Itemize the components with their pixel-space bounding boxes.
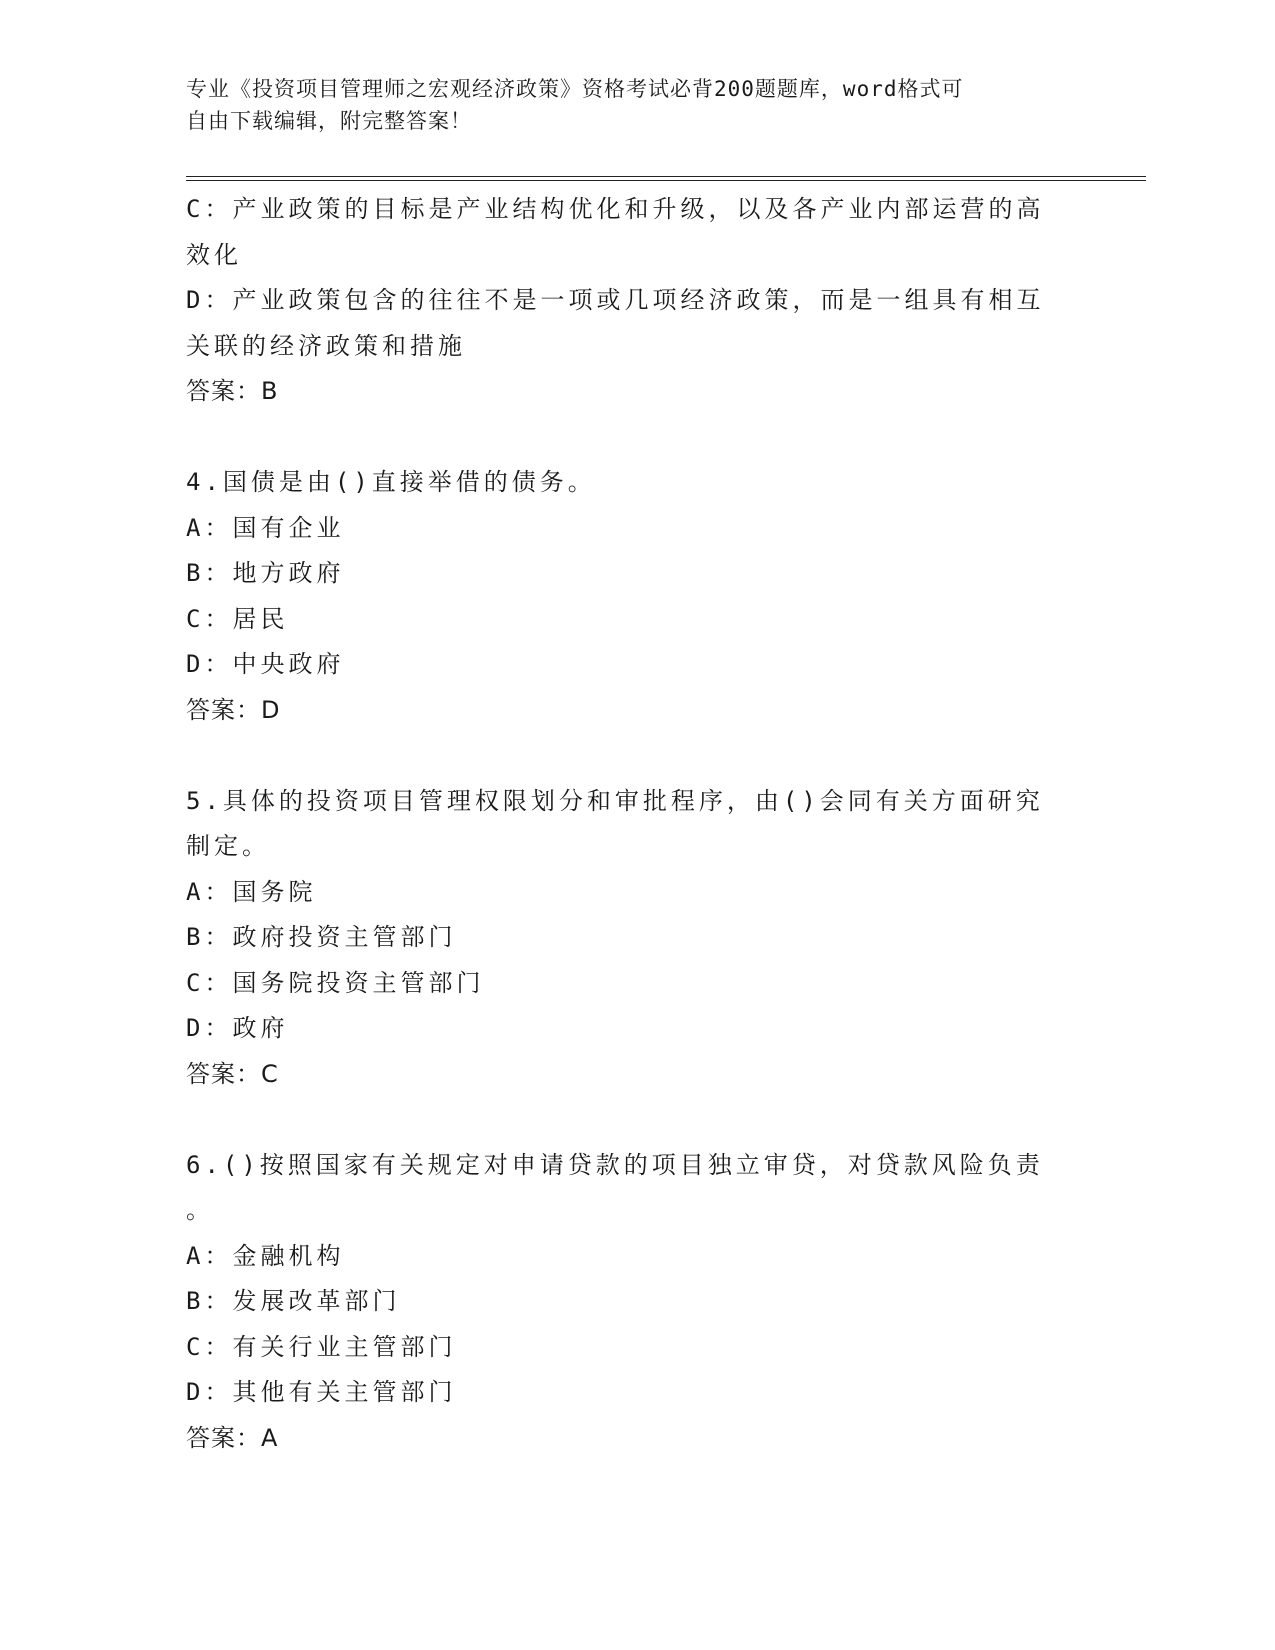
q6-option-d: D：其他有关主管部门: [186, 1378, 457, 1406]
spacer: [186, 415, 1066, 461]
document-header: [186, 73, 1066, 137]
q4-option-c: C：居民: [186, 604, 289, 633]
q5-option-b: B：政府投资主管部门: [186, 923, 457, 951]
q5-answer: 答案：C: [186, 1059, 279, 1088]
q3-option-d-line2: 关联的经济政策和措施: [186, 331, 466, 360]
q6-stem-line2: 。: [186, 1196, 214, 1224]
q5-option-d: D：政府: [186, 1014, 289, 1042]
spacer: [186, 1097, 1066, 1143]
q4-answer: 答案：D: [186, 695, 281, 724]
header-divider: [186, 176, 1146, 181]
q6-option-a: A：金融机构: [186, 1241, 345, 1270]
q6-option-b: B：发展改革部门: [186, 1287, 401, 1315]
q6-answer: 答案：A: [186, 1423, 279, 1452]
q5-option-a: A：国务院: [186, 877, 317, 906]
question-content: [186, 187, 1066, 1461]
q5-stem-line2: 制定。: [186, 832, 270, 860]
q3-option-d-line1: D：产业政策包含的往往不是一项或几项经济政策，而是一组具有相互: [186, 286, 1045, 314]
q4-option-b: B：地方政府: [186, 559, 345, 587]
spacer: [186, 733, 1066, 779]
q5-option-c: C：国务院投资主管部门: [186, 968, 485, 997]
q6-option-c: C：有关行业主管部门: [186, 1332, 457, 1361]
q4-stem: 4.国债是由()直接举借的债务。: [186, 468, 596, 496]
q4-option-d: D：中央政府: [186, 650, 345, 678]
q5-stem-line1: 5.具体的投资项目管理权限划分和审批程序，由()会同有关方面研究: [186, 786, 1044, 815]
header-line-1: 专业《投资项目管理师之宏观经济政策》资格考试必背200题题库，word格式可: [186, 77, 964, 101]
q3-option-c-line2: 效化: [186, 240, 242, 269]
q4-option-a: A：国有企业: [186, 513, 345, 542]
q3-answer: 答案：B: [186, 377, 279, 405]
q3-option-c-line1: C：产业政策的目标是产业结构优化和升级，以及各产业内部运营的高: [186, 195, 1045, 223]
q6-stem-line1: 6.()按照国家有关规定对申请贷款的项目独立审贷，对贷款风险负责: [186, 1150, 1044, 1179]
header-line-2: 自由下载编辑，附完整答案！: [186, 109, 472, 133]
